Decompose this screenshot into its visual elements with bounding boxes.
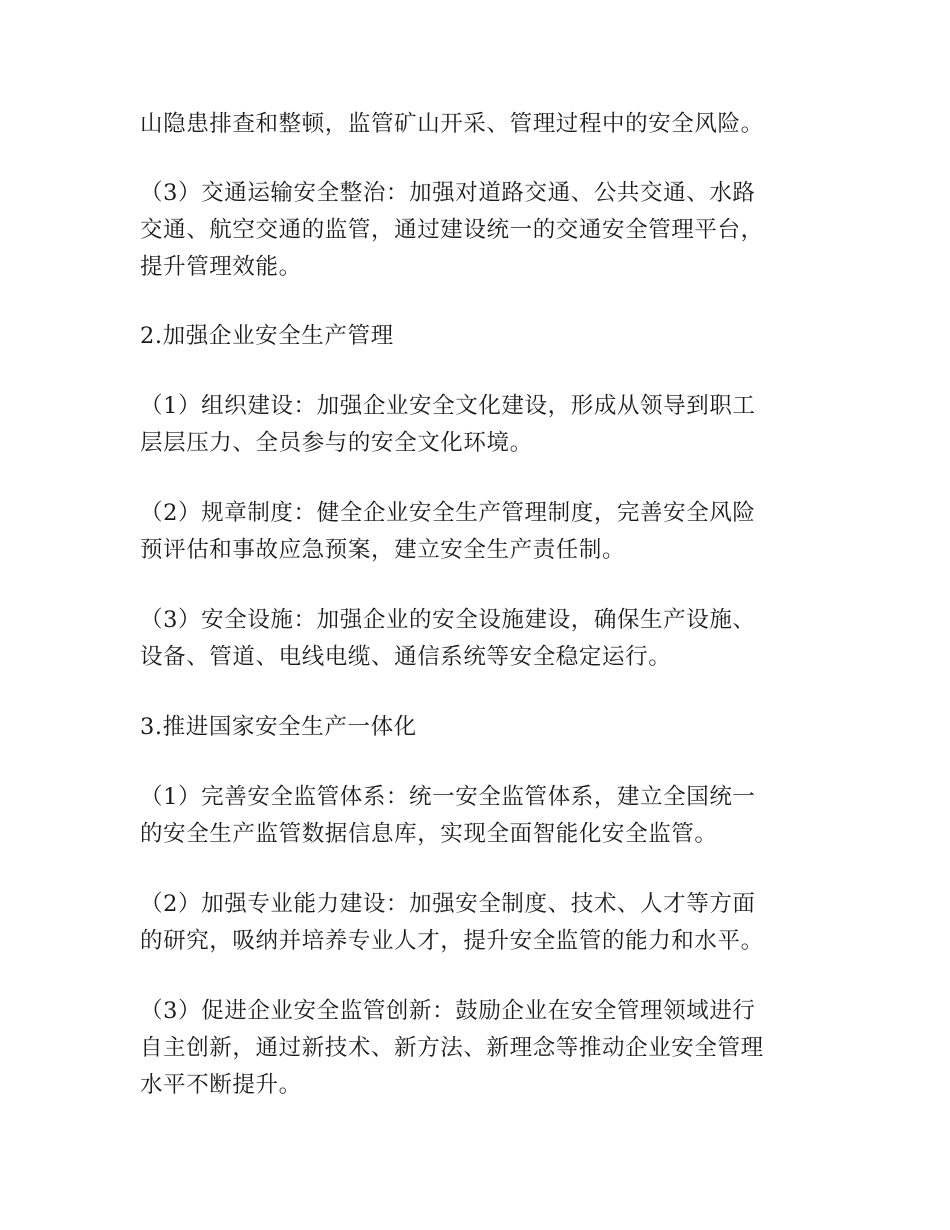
- paragraph-facilities: [140, 602, 820, 676]
- text-line: 的研究，吸纳并培养专业人才，提升安全监管的能力和水平。: [140, 928, 764, 954]
- paragraph-regulations: [140, 495, 820, 569]
- heading-text: 3.推进国家安全生产一体化: [140, 714, 417, 740]
- paragraph-transport-safety: [140, 175, 820, 286]
- paragraph-mine-safety-continuation: [140, 106, 820, 143]
- text-line: （1）完善安全监管体系：统一安全监管体系，建立全国统一: [140, 784, 756, 810]
- text-line: （3）交通运输安全整治：加强对道路交通、公共交通、水路: [140, 180, 756, 206]
- paragraph-professional-capacity: [140, 886, 820, 960]
- text-line: 层层压力、全员参与的安全文化环境。: [140, 430, 533, 456]
- text-line: 水平不断提升。: [140, 1072, 302, 1098]
- section-heading-3: [140, 709, 820, 746]
- paragraph-organization: [140, 388, 820, 462]
- text-line: （2）规章制度：健全企业安全生产管理制度，完善安全风险: [140, 500, 756, 526]
- text-line: 交通、航空交通的监管，通过建设统一的交通安全管理平台，: [140, 217, 764, 243]
- text-line: （2）加强专业能力建设：加强安全制度、技术、人才等方面: [140, 891, 756, 917]
- text-line: （3）安全设施：加强企业的安全设施建设，确保生产设施、: [140, 607, 756, 633]
- text-line: 自主创新，通过新技术、新方法、新理念等推动企业安全管理: [140, 1035, 764, 1061]
- paragraph-supervision-system: [140, 779, 820, 853]
- text-line: 的安全生产监管数据信息库，实现全面智能化安全监管。: [140, 821, 718, 847]
- text-line: 设备、管道、电线电缆、通信系统等安全稳定运行。: [140, 644, 672, 670]
- heading-text: 2.加强企业安全生产管理: [140, 323, 394, 349]
- text-line: 预评估和事故应急预案，建立安全生产责任制。: [140, 537, 626, 563]
- text-line: （1）组织建设：加强企业安全文化建设，形成从领导到职工: [140, 393, 756, 419]
- paragraph-innovation: [140, 993, 820, 1104]
- section-heading-2: [140, 318, 820, 355]
- text-line: （3）促进企业安全监管创新：鼓励企业在安全管理领域进行: [140, 998, 756, 1024]
- text-line: 山隐患排查和整顿，监管矿山开采、管理过程中的安全风险。: [140, 111, 764, 137]
- text-line: 提升管理效能。: [140, 254, 302, 280]
